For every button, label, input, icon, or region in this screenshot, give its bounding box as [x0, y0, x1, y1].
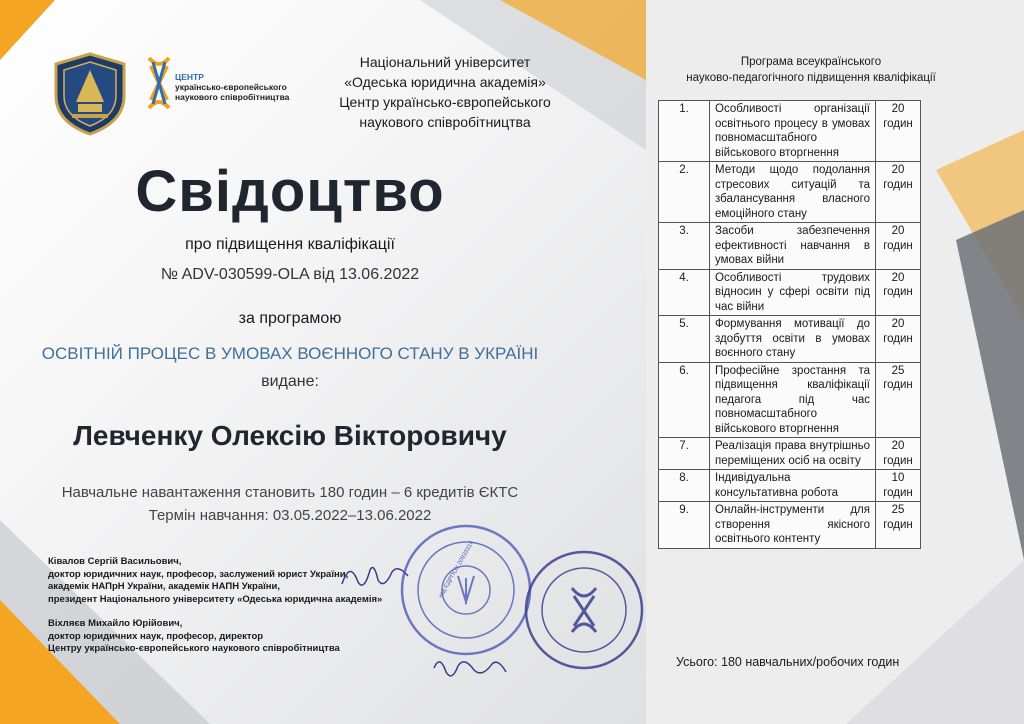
module-hours	[876, 162, 921, 223]
institution-line-4: наукового співробітництва	[359, 114, 531, 130]
module-hours-unit: годин	[883, 286, 913, 298]
module-hours-value: 20	[891, 225, 905, 237]
module-hours-value: 20	[891, 103, 905, 115]
table-row	[659, 362, 921, 438]
center-logo-mark-icon	[145, 56, 173, 110]
signatory-second-line-3: Центру українсько-європейського наукового співробітництва	[48, 643, 340, 655]
module-hours-value: 20	[891, 440, 905, 452]
row-number: 2.	[659, 162, 710, 223]
row-number: 7.	[659, 438, 710, 470]
recipient-name: Левченку Олексію Вікторовичу	[73, 420, 507, 451]
row-number: 9.	[659, 502, 710, 549]
institution-header	[305, 52, 585, 132]
table-row	[659, 470, 921, 502]
signatory-second-line-2: доктор юридичних наук, професор, директор	[48, 630, 264, 642]
module-hours-value: 20	[891, 164, 905, 176]
program-title	[646, 54, 976, 86]
module-hours-value: 20	[891, 271, 905, 284]
row-number: 3.	[659, 223, 710, 270]
center-logo-line-1: ЦЕНТР	[175, 72, 204, 82]
academy-stamp-code: код ЄДРПОУ 20933314	[438, 540, 476, 599]
center-logo	[145, 56, 295, 112]
program-name: ОСВІТНІЙ ПРОЦЕС В УМОВАХ ВОЄННОГО СТАНУ В УКРАЇНІ	[41, 344, 539, 363]
module-hours	[876, 316, 921, 363]
issued-label: видане:	[261, 373, 319, 390]
module-hours-value: 25	[891, 364, 905, 377]
row-number: 4.	[659, 269, 710, 316]
table-row	[659, 316, 921, 363]
table-row	[659, 269, 921, 316]
module-hours	[876, 269, 921, 316]
module-hours	[876, 502, 921, 549]
module-name: Реалізація права внутрішньо переміщених осіб на освіту	[710, 438, 876, 470]
module-hours	[876, 470, 921, 502]
program-table	[658, 100, 921, 549]
row-number: 6.	[659, 362, 710, 438]
signatory-first-line-2: доктор юридичних наук, професор, заслужений юрист України,	[48, 568, 349, 580]
table-row	[659, 438, 921, 470]
table-row	[659, 223, 921, 270]
row-number: 8.	[659, 470, 710, 502]
module-name: Особливості організації освітнього процесу в умовах повномасштабного військового вторгнення	[710, 101, 876, 162]
center-logo-line-3: наукового співробітництва	[175, 92, 290, 102]
center-logo-line-2: українсько-європейського	[175, 82, 287, 92]
period-line: Термін навчання: 03.05.2022–13.06.2022	[148, 507, 432, 524]
module-hours-unit: годин	[883, 454, 913, 467]
workload-line: Навчальне навантаження становить 180 годин – 6 кредитів ЄКТС	[61, 484, 519, 501]
program-title-line-2: науково-педагогічного підвищення кваліфікації	[686, 72, 936, 84]
academy-stamp-icon	[396, 520, 536, 660]
certificate-title: Свідоцтво	[135, 159, 445, 224]
module-hours-unit: годин	[883, 332, 913, 345]
program-label: за програмою	[238, 310, 342, 327]
module-hours-value: 10	[891, 472, 905, 484]
module-hours-unit: годин	[883, 379, 913, 391]
certificate-number: № ADV-030599-OLA від 13.06.2022	[160, 266, 420, 283]
module-name: Засоби забезпечення ефективності навчання в умовах війни	[710, 223, 876, 270]
institution-line-2: «Одеська юридична академія»	[344, 74, 546, 90]
module-hours	[876, 362, 921, 438]
module-name: Методи щодо подолання стресових ситуацій та збалансування власного емоційного стану	[710, 162, 876, 223]
module-hours-value: 25	[891, 504, 905, 516]
signatory-first-name: Ківалов Сергій Васильович,	[48, 556, 182, 567]
certificate-subtitle: про підвищення кваліфікації	[185, 236, 395, 253]
module-name: Формування мотивації до здобуття освіти в умовах воєнного стану	[710, 316, 876, 363]
program-total: Усього: 180 навчальних/робочих годин	[676, 655, 900, 669]
table-row	[659, 101, 921, 162]
signatory-first-line-3: академік НАПрН України, академік НАПН України,	[48, 581, 280, 593]
row-number: 1.	[659, 101, 710, 162]
program-page	[646, 0, 1024, 724]
module-hours-unit: годин	[883, 117, 913, 130]
module-hours	[876, 101, 921, 162]
module-name: Індивідуальна консультативна робота	[710, 470, 876, 502]
signatory-second	[48, 618, 408, 656]
signatory-second-name: Віхляєв Михайло Юрійович,	[48, 618, 183, 629]
module-hours-unit: годин	[883, 486, 913, 499]
module-hours-value: 20	[891, 318, 905, 330]
table-row	[659, 162, 921, 223]
module-hours	[876, 438, 921, 470]
module-name: Онлайн-інструменти для створення якісного освітнього контенту	[710, 502, 876, 549]
module-hours-unit: годин	[883, 518, 913, 531]
institution-line-1: Національний університет	[359, 54, 531, 70]
signatory-first-line-4: президент Національного університету «Одеська юридична академія»	[48, 593, 383, 605]
center-stamp-icon	[522, 548, 646, 672]
table-row	[659, 502, 921, 549]
row-number: 5.	[659, 316, 710, 363]
module-hours-unit: годин	[883, 239, 913, 252]
corner-triangle-top-left	[0, 0, 55, 60]
module-name: Професійне зростання та підвищення кваліфікації педагога під час повномасштабного військового вторгнення	[710, 362, 876, 438]
module-hours	[876, 223, 921, 270]
module-hours-unit: годин	[883, 178, 913, 191]
module-name: Особливості трудових відносин у сфері освіти під час війни	[710, 269, 876, 316]
program-title-line-1: Програма всеукраїнського	[740, 56, 882, 68]
academy-crest-logo	[52, 52, 128, 136]
institution-line-3: Центр українсько-європейського	[339, 94, 551, 110]
